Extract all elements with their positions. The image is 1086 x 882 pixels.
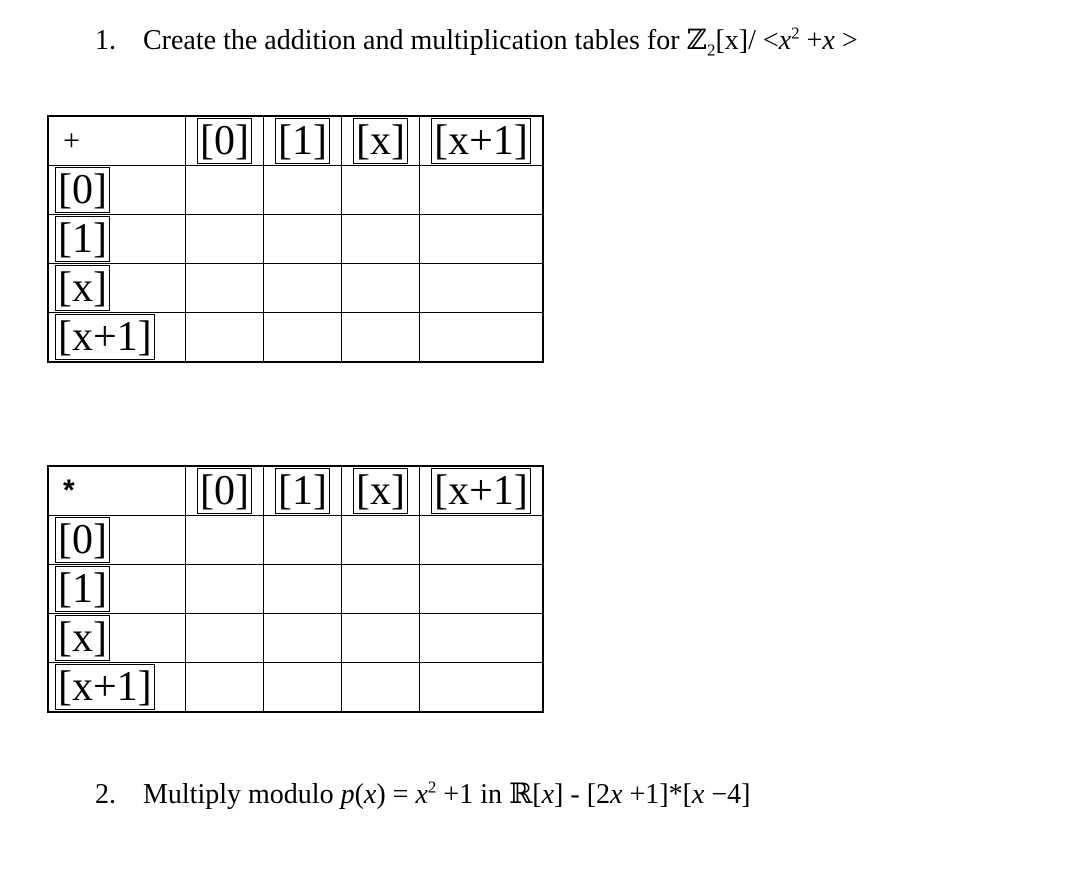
problem-1-text: Create the addition and multiplication tables for — [143, 25, 687, 56]
table-cell[interactable] — [420, 614, 544, 663]
table-row — [48, 516, 543, 565]
table-cell[interactable] — [342, 516, 420, 565]
table-cell[interactable] — [186, 565, 264, 614]
table-cell[interactable] — [420, 264, 544, 313]
row-header: [0] — [48, 516, 186, 565]
problem-2 — [95, 777, 751, 810]
table-cell[interactable] — [264, 313, 342, 363]
row-header: [x+1] — [48, 663, 186, 713]
problem-1 — [95, 23, 858, 60]
ring-variable: x — [541, 779, 555, 810]
row-header: [1] — [48, 565, 186, 614]
table-cell[interactable] — [264, 663, 342, 713]
column-header: [0] — [186, 116, 264, 166]
table-cell[interactable] — [264, 565, 342, 614]
table-cell[interactable] — [420, 215, 544, 264]
table-cell[interactable] — [186, 313, 264, 363]
table-cell[interactable] — [420, 166, 544, 215]
factor-b-variable: x — [691, 779, 705, 810]
table-cell[interactable] — [342, 166, 420, 215]
modulus-eq: ) = — [376, 779, 416, 810]
table-cell[interactable] — [186, 516, 264, 565]
ring-bracket-close: ] — [554, 779, 564, 810]
table-header-row — [48, 116, 543, 166]
table-cell[interactable] — [342, 264, 420, 313]
column-header: [1] — [264, 466, 342, 516]
table-row — [48, 663, 543, 713]
column-header: [x+1] — [420, 466, 544, 516]
ring-expression — [686, 23, 858, 60]
problem-2-number: 2. — [95, 779, 116, 810]
table-cell[interactable] — [342, 565, 420, 614]
factor-a-close: +1]*[ — [622, 779, 692, 810]
factor-a-variable: x — [610, 779, 623, 810]
ring-bracket-open: [ — [532, 779, 542, 810]
table-cell[interactable] — [420, 313, 544, 363]
addition-table — [47, 115, 544, 363]
ring-rest: [x]/ < — [715, 25, 779, 56]
table-row — [48, 614, 543, 663]
problem-2-text: Multiply modulo — [143, 779, 341, 810]
ideal-close: > — [834, 25, 858, 56]
ideal-plus: + — [799, 25, 823, 56]
column-header: [1] — [264, 116, 342, 166]
modulus-p: p — [340, 779, 355, 810]
row-header: [x] — [48, 614, 186, 663]
table-cell[interactable] — [264, 516, 342, 565]
table-cell[interactable] — [420, 663, 544, 713]
ring-subscript: 2 — [706, 40, 716, 60]
modulus-variable: x — [415, 779, 428, 810]
table-cell[interactable] — [342, 313, 420, 363]
row-header: [1] — [48, 215, 186, 264]
row-header: [x] — [48, 264, 186, 313]
dash: - — [563, 779, 587, 810]
operator-cell: + — [48, 116, 186, 166]
ideal-variable-2: x — [822, 25, 835, 56]
table-cell[interactable] — [342, 663, 420, 713]
paren-open: ( — [354, 779, 364, 810]
table-cell[interactable] — [186, 614, 264, 663]
table-cell[interactable] — [186, 264, 264, 313]
table-header-row — [48, 466, 543, 516]
row-header: [0] — [48, 166, 186, 215]
table-cell[interactable] — [342, 215, 420, 264]
modulus-arg: x — [363, 779, 377, 810]
ideal-exponent: 2 — [791, 23, 800, 43]
table-cell[interactable] — [420, 516, 544, 565]
modulus-plus-one: +1 in — [436, 779, 509, 810]
factor-a-open: [2 — [586, 779, 611, 810]
table-cell[interactable] — [186, 215, 264, 264]
table-row — [48, 215, 543, 264]
table-cell[interactable] — [264, 614, 342, 663]
problem-1-number: 1. — [95, 25, 116, 56]
table-cell[interactable] — [342, 614, 420, 663]
column-header: [x] — [342, 116, 420, 166]
column-header: [x+1] — [420, 116, 544, 166]
multiplication-table — [47, 465, 544, 713]
table-row — [48, 565, 543, 614]
ring-symbol: ℤ — [686, 23, 707, 56]
table-row — [48, 264, 543, 313]
table-cell[interactable] — [186, 663, 264, 713]
row-header: [x+1] — [48, 313, 186, 363]
factor-b-close: −4] — [704, 779, 751, 810]
ideal-variable: x — [778, 25, 792, 56]
table-row — [48, 166, 543, 215]
table-cell[interactable] — [186, 166, 264, 215]
ring-symbol-reals: ℝ — [508, 777, 533, 810]
modulus-expression — [341, 779, 751, 810]
table-cell[interactable] — [264, 215, 342, 264]
column-header: [0] — [186, 466, 264, 516]
modulus-exponent: 2 — [427, 777, 437, 797]
table-cell[interactable] — [420, 565, 544, 614]
table-cell[interactable] — [264, 264, 342, 313]
table-row — [48, 313, 543, 363]
column-header: [x] — [342, 466, 420, 516]
table-cell[interactable] — [264, 166, 342, 215]
operator-cell: * — [48, 466, 186, 516]
